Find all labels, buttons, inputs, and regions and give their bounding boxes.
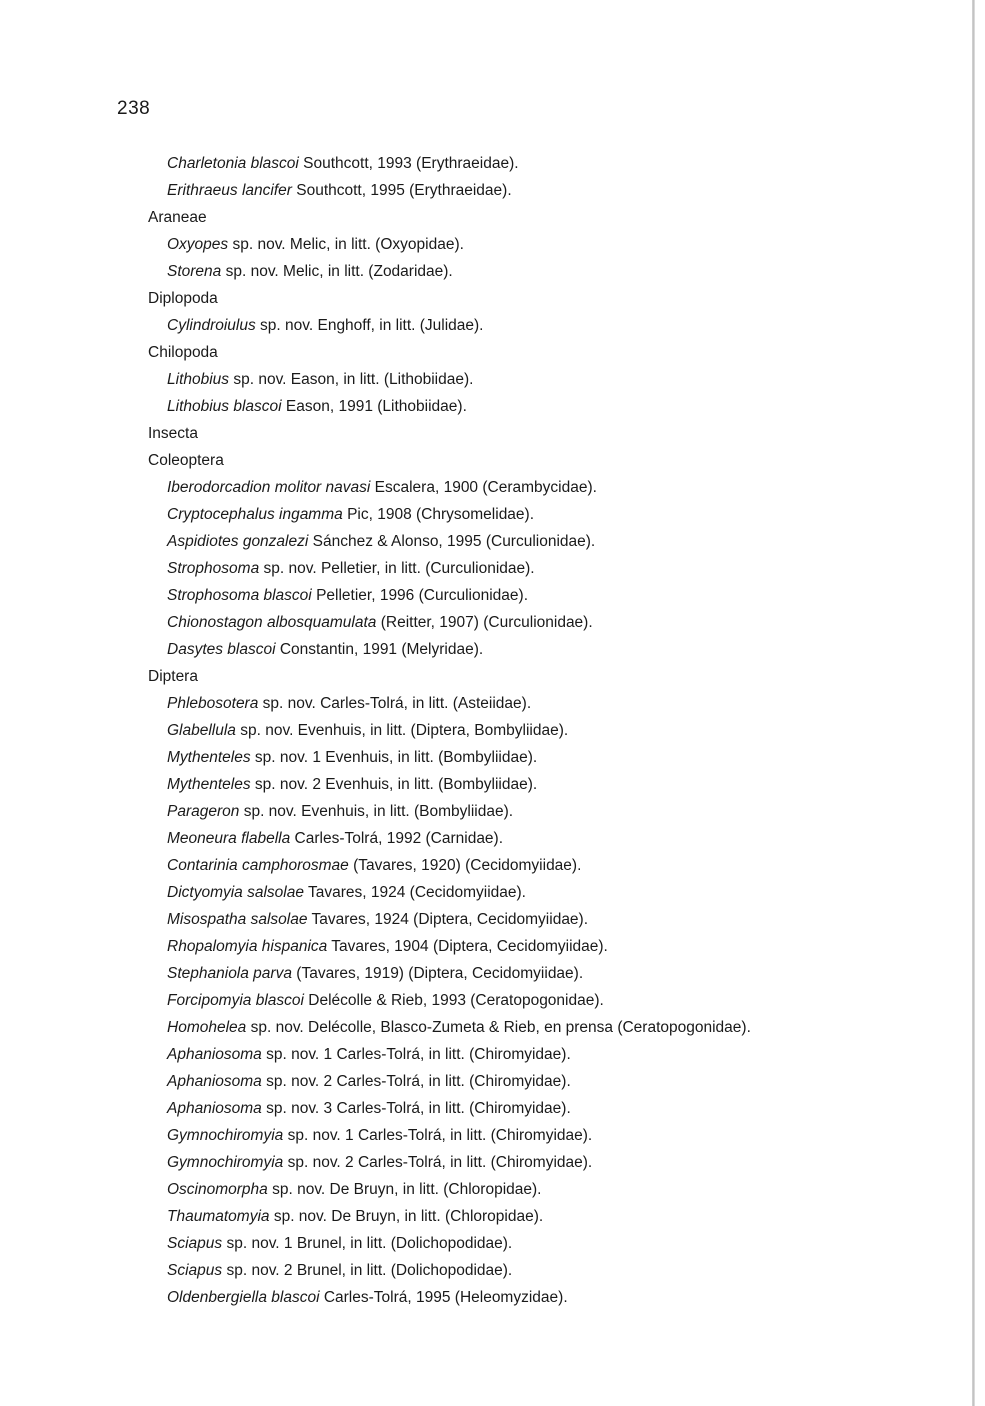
taxon-authority: Tavares, 1904 (Diptera, Cecidomyiidae). — [331, 938, 608, 955]
species-entry — [0, 1014, 960, 1041]
species-entry — [0, 1095, 960, 1122]
taxon-authority: Escalera, 1900 (Cerambycidae). — [374, 479, 597, 496]
taxon-authority: sp. nov. 2 Carles-Tolrá, in litt. (Chiromyidae). — [266, 1073, 571, 1090]
taxon-group-heading: Diptera — [148, 668, 198, 685]
taxon-authority: Southcott, 1995 (Erythraeidae). — [296, 182, 512, 199]
species-entry — [0, 312, 960, 339]
taxon-name: Chionostagon albosquamulata — [167, 614, 377, 631]
taxon-name: Glabellula — [167, 722, 236, 739]
taxon-name: Mythenteles — [167, 749, 251, 766]
taxon-name: Lithobius — [167, 371, 230, 388]
taxon-authority: sp. nov. 2 Carles-Tolrá, in litt. (Chiromyidae). — [287, 1154, 593, 1171]
taxon-authority: Tavares, 1924 (Diptera, Cecidomyiidae). — [311, 911, 589, 928]
taxon-name: Rhopalomyia hispanica — [167, 938, 328, 955]
taxon-name: Phlebosotera — [167, 695, 259, 712]
taxon-authority: sp. nov. 2 Evenhuis, in litt. (Bombyliidae). — [254, 776, 538, 793]
species-entry — [0, 258, 960, 285]
taxon-name: Homohelea — [167, 1019, 247, 1036]
taxon-authority: sp. nov. 1 Carles-Tolrá, in litt. (Chiromyidae). — [266, 1046, 571, 1063]
taxon-name: Stephaniola parva — [167, 965, 292, 982]
species-entry — [0, 501, 960, 528]
species-entry — [0, 960, 960, 987]
taxon-authority: Constantin, 1991 (Melyridae). — [279, 641, 484, 658]
species-entry — [0, 1176, 960, 1203]
taxon-authority: (Reitter, 1907) (Curculionidae). — [380, 614, 593, 631]
species-entry — [0, 366, 960, 393]
species-entry — [0, 555, 960, 582]
taxon-authority: Southcott, 1993 (Erythraeidae). — [303, 155, 519, 172]
taxon-authority: sp. nov. 1 Evenhuis, in litt. (Bombyliidae). — [254, 749, 538, 766]
species-entry — [0, 1122, 960, 1149]
taxon-name: Thaumatomyia — [167, 1208, 270, 1225]
species-entry — [0, 1230, 960, 1257]
taxon-name: Erithraeus lancifer — [167, 182, 292, 199]
taxon-authority: Carles-Tolrá, 1995 (Heleomyzidae). — [323, 1289, 568, 1306]
taxon-name: Sciapus — [167, 1235, 223, 1252]
taxon-name: Iberodorcadion molitor navasi — [167, 479, 371, 496]
species-entry — [0, 636, 960, 663]
species-entry — [0, 231, 960, 258]
taxon-authority: sp. nov. Melic, in litt. (Zodaridae). — [225, 263, 453, 280]
taxon-authority: sp. nov. 1 Carles-Tolrá, in litt. (Chiromyidae). — [287, 1127, 593, 1144]
species-entry — [0, 1257, 960, 1284]
taxon-authority: Tavares, 1924 (Cecidomyiidae). — [308, 884, 526, 901]
taxon-authority: sp. nov. Evenhuis, in litt. (Bombyliidae). — [243, 803, 514, 820]
species-entry — [0, 690, 960, 717]
taxon-name: Dasytes blascoi — [167, 641, 276, 658]
species-entry — [0, 1149, 960, 1176]
taxon-name: Aphaniosoma — [167, 1073, 262, 1090]
taxon-name: Storena — [167, 263, 222, 280]
species-entry — [0, 474, 960, 501]
taxon-group-heading: Araneae — [148, 209, 207, 226]
species-entry — [0, 717, 960, 744]
species-entry — [0, 177, 960, 204]
species-entry — [0, 933, 960, 960]
taxon-group-heading: Coleoptera — [148, 452, 224, 469]
taxon-authority: Pic, 1908 (Chrysomelidae). — [347, 506, 535, 523]
taxon-name: Oldenbergiella blascoi — [167, 1289, 320, 1306]
species-entry — [0, 825, 960, 852]
taxon-authority: sp. nov. Carles-Tolrá, in litt. (Asteiidae). — [262, 695, 532, 712]
taxon-authority: sp. nov. Delécolle, Blasco-Zumeta & Rieb, en prensa (Ceratopogonidae). — [250, 1019, 751, 1036]
taxon-authority: (Tavares, 1919) (Diptera, Cecidomyiidae). — [296, 965, 584, 982]
taxon-authority: sp. nov. 2 Brunel, in litt. (Dolichopodidae). — [226, 1262, 513, 1279]
taxon-name: Gymnochiromyia — [167, 1154, 284, 1171]
species-entry — [0, 582, 960, 609]
species-entry — [0, 771, 960, 798]
taxon-name: Sciapus — [167, 1262, 223, 1279]
taxon-authority: Sánchez & Alonso, 1995 (Curculionidae). — [312, 533, 596, 550]
species-entry — [0, 987, 960, 1014]
taxon-name: Charletonia blascoi — [167, 155, 299, 172]
taxon-authority: Delécolle & Rieb, 1993 (Ceratopogonidae). — [308, 992, 604, 1009]
taxon-name: Aphaniosoma — [167, 1046, 262, 1063]
species-entry — [0, 150, 960, 177]
taxon-name: Lithobius blascoi — [167, 398, 282, 415]
taxon-authority: sp. nov. Melic, in litt. (Oxyopidae). — [232, 236, 464, 253]
species-entry — [0, 1284, 960, 1311]
taxon-name: Dictyomyia salsolae — [167, 884, 304, 901]
species-entry — [0, 879, 960, 906]
taxon-name: Parageron — [167, 803, 240, 820]
taxon-authority: Carles-Tolrá, 1992 (Carnidae). — [294, 830, 504, 847]
species-entry — [0, 1041, 960, 1068]
species-entry — [0, 393, 960, 420]
taxon-group-heading: Chilopoda — [148, 344, 218, 361]
taxon-authority: sp. nov. Evenhuis, in litt. (Diptera, Bombyliidae). — [240, 722, 569, 739]
species-entry — [0, 906, 960, 933]
taxon-name: Strophosoma blascoi — [167, 587, 312, 604]
taxon-authority: sp. nov. De Bruyn, in litt. (Chloropidae). — [272, 1181, 542, 1198]
taxon-name: Cryptocephalus ingamma — [167, 506, 343, 523]
taxon-authority: Eason, 1991 (Lithobiidae). — [285, 398, 467, 415]
taxon-name: Mythenteles — [167, 776, 251, 793]
taxon-name: Strophosoma — [167, 560, 260, 577]
taxon-group-heading: Diplopoda — [148, 290, 218, 307]
taxon-authority: sp. nov. Eason, in litt. (Lithobiidae). — [233, 371, 474, 388]
species-entry — [0, 798, 960, 825]
species-entry — [0, 744, 960, 771]
taxon-authority: sp. nov. Enghoff, in litt. (Julidae). — [260, 317, 484, 334]
species-entry — [0, 609, 960, 636]
species-entry — [0, 1068, 960, 1095]
page-number: 238 — [117, 98, 151, 119]
taxon-name: Aspidiotes gonzalezi — [167, 533, 309, 550]
taxon-name: Meoneura flabella — [167, 830, 291, 847]
taxon-name: Gymnochiromyia — [167, 1127, 284, 1144]
species-entry — [0, 528, 960, 555]
taxon-name: Oxyopes — [167, 236, 229, 253]
taxon-name: Misospatha salsolae — [167, 911, 308, 928]
taxon-authority: sp. nov. Pelletier, in litt. (Curculionidae). — [263, 560, 535, 577]
species-entry — [0, 1203, 960, 1230]
taxon-authority: Pelletier, 1996 (Curculionidae). — [316, 587, 529, 604]
taxon-name: Oscinomorpha — [167, 1181, 268, 1198]
taxon-authority: (Tavares, 1920) (Cecidomyiidae). — [353, 857, 582, 874]
taxon-name: Contarinia camphorosmae — [167, 857, 349, 874]
taxon-name: Aphaniosoma — [167, 1100, 262, 1117]
taxon-authority: sp. nov. De Bruyn, in litt. (Chloropidae). — [273, 1208, 544, 1225]
page-edge-shadow — [972, 0, 975, 1406]
taxon-authority: sp. nov. 3 Carles-Tolrá, in litt. (Chiromyidae). — [266, 1100, 571, 1117]
taxon-group-heading: Insecta — [148, 425, 198, 442]
taxon-authority: sp. nov. 1 Brunel, in litt. (Dolichopodidae). — [226, 1235, 513, 1252]
species-entry — [0, 852, 960, 879]
taxon-name: Forcipomyia blascoi — [167, 992, 304, 1009]
taxon-name: Cylindroiulus — [167, 317, 256, 334]
species-list — [0, 150, 960, 1311]
